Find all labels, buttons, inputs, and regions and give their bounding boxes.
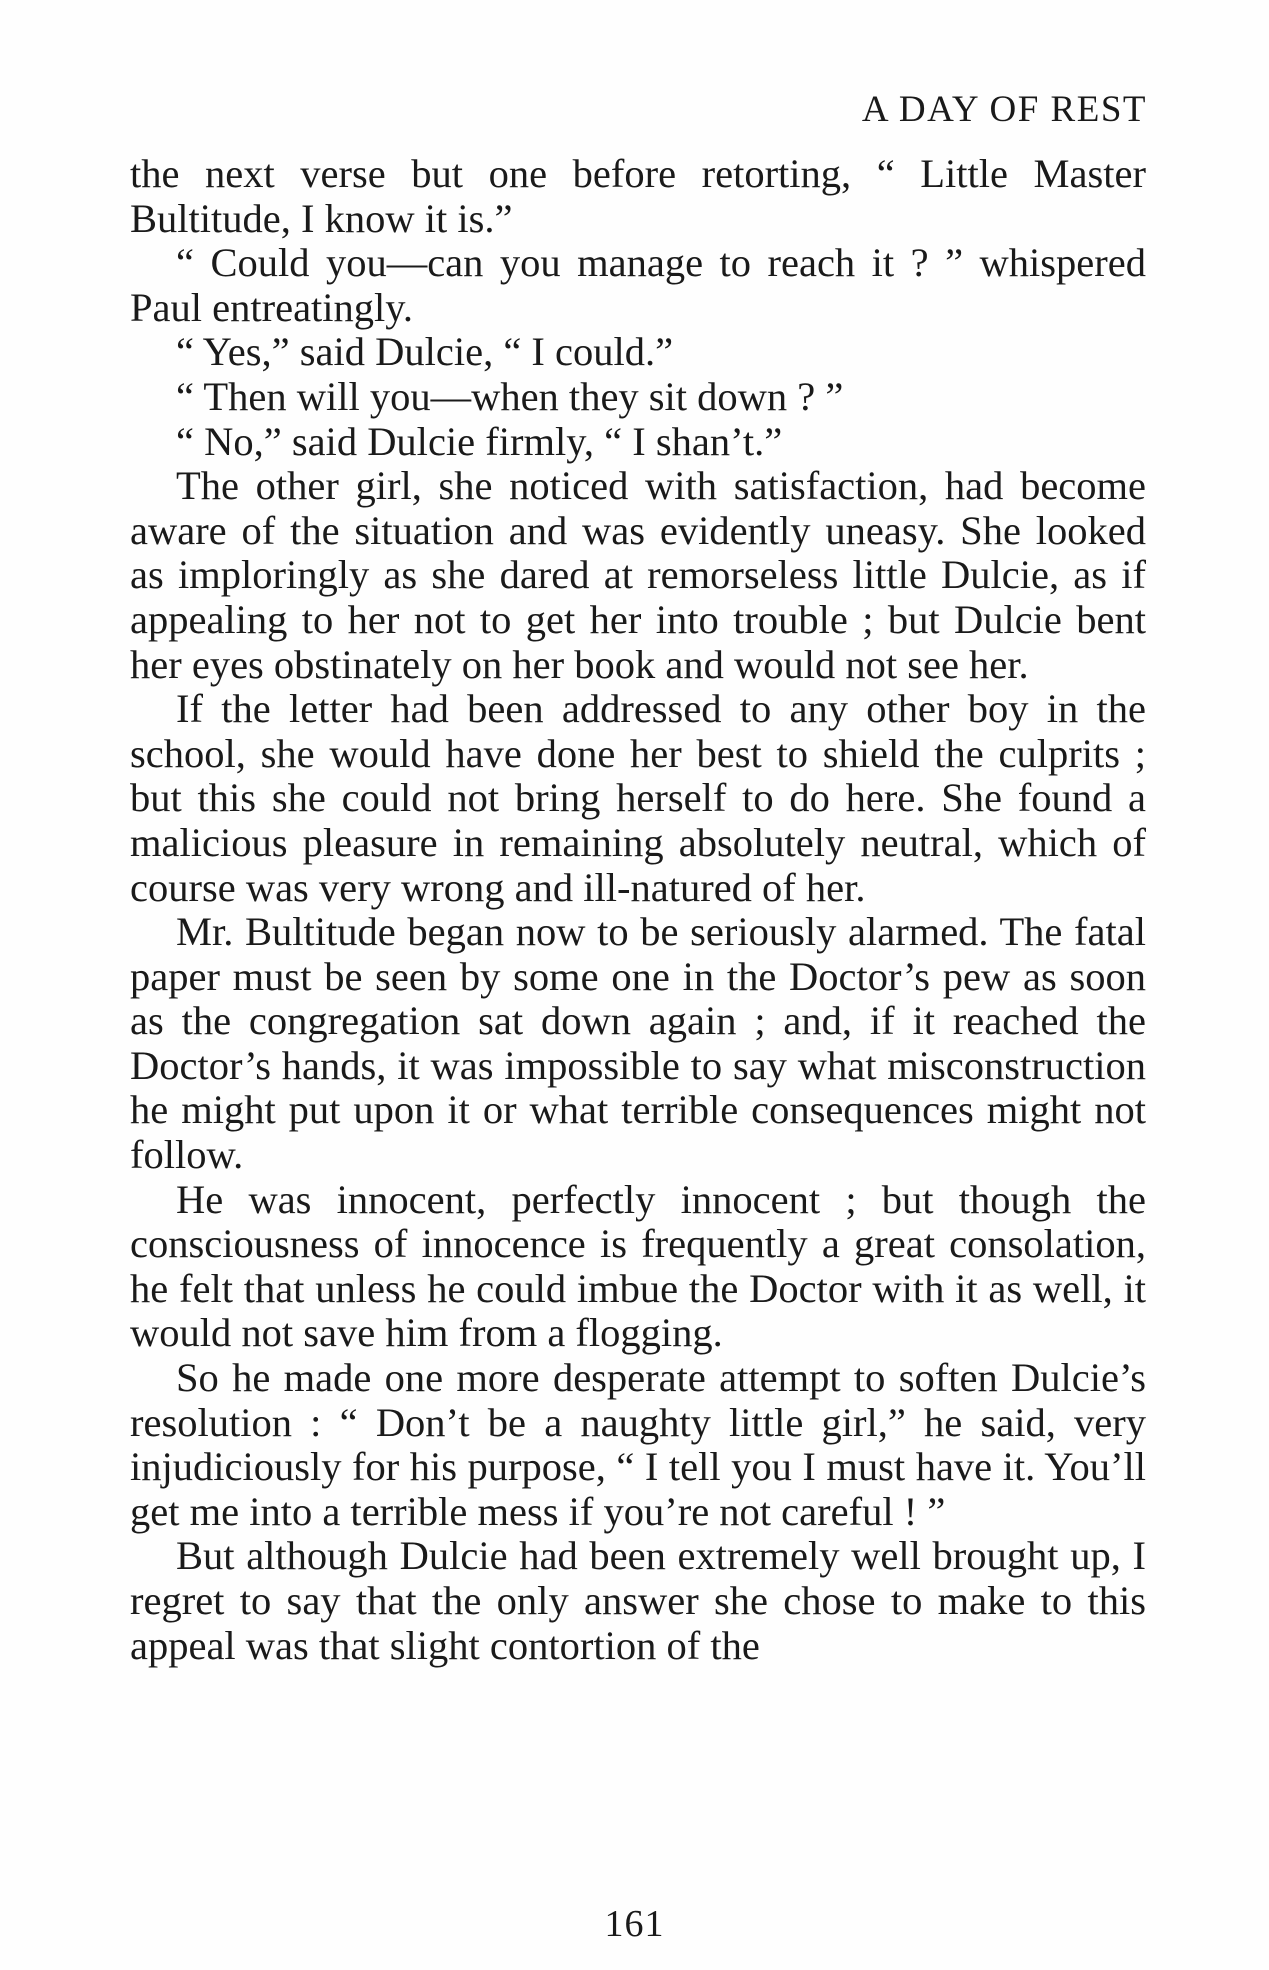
body-text bbox=[130, 152, 1146, 1668]
paragraph: But although Dulcie had been extremely well brought up, I regret to say that the only answer she chose to make to this appeal was that slight contortion of the bbox=[130, 1533, 1146, 1668]
paragraph: He was innocent, perfectly innocent ; but though the consciousness of innocence is frequently a great consolation, he felt that unless he could imbue the Doctor with it as well, it would not save him from a flogging. bbox=[130, 1176, 1146, 1356]
paragraph: “ Could you—can you manage to reach it ? ” whispered Paul entreatingly. bbox=[130, 240, 1146, 330]
paragraph: So he made one more desperate attempt to soften Dulcie’s resolution : “ Don’t be a naughty little girl,” he said, very injudiciously for his purpose, “ I tell you I must have it. You’ll get me into a terrible mess if you’re not careful ! ” bbox=[130, 1355, 1146, 1534]
paragraph: “ No,” said Dulcie firmly, “ I shan’t.” bbox=[176, 418, 783, 464]
paragraph: Mr. Bultitude began now to be seriously alarmed. The fatal paper must be seen by some one in the Doctor’s pew as soon as the congregation sat down again ; and, if it reached the Doctor’s hands, it was impossible to say what misconstruction he might put upon it or what terrible consequences might not follow. bbox=[130, 909, 1146, 1178]
running-head: A DAY OF REST bbox=[861, 89, 1147, 130]
paragraph: “ Then will you—when they sit down ? ” bbox=[176, 373, 844, 419]
page-number: 161 bbox=[604, 1903, 665, 1945]
paragraph: If the letter had been addressed to any other boy in the school, she would have done her best to shield the culprits ; but this she could not bring herself to do here. She found a malicious pleasure in remaining absolutely neutral, which of course was very wrong and ill-natured of her. bbox=[130, 686, 1146, 910]
paragraph: The other girl, she noticed with satisfaction, had become aware of the situation and was evidently uneasy. She looked as imploringly as she dared at remorseless little Dulcie, as if appealing to her not to get her into trouble ; but Dulcie bent her eyes obstinately on her book and would not see her. bbox=[130, 463, 1146, 687]
paragraph: the next verse but one before retorting, “ Little Master Bultitude, I know it is.” bbox=[130, 151, 1146, 241]
paragraph: “ Yes,” said Dulcie, “ I could.” bbox=[176, 329, 674, 375]
